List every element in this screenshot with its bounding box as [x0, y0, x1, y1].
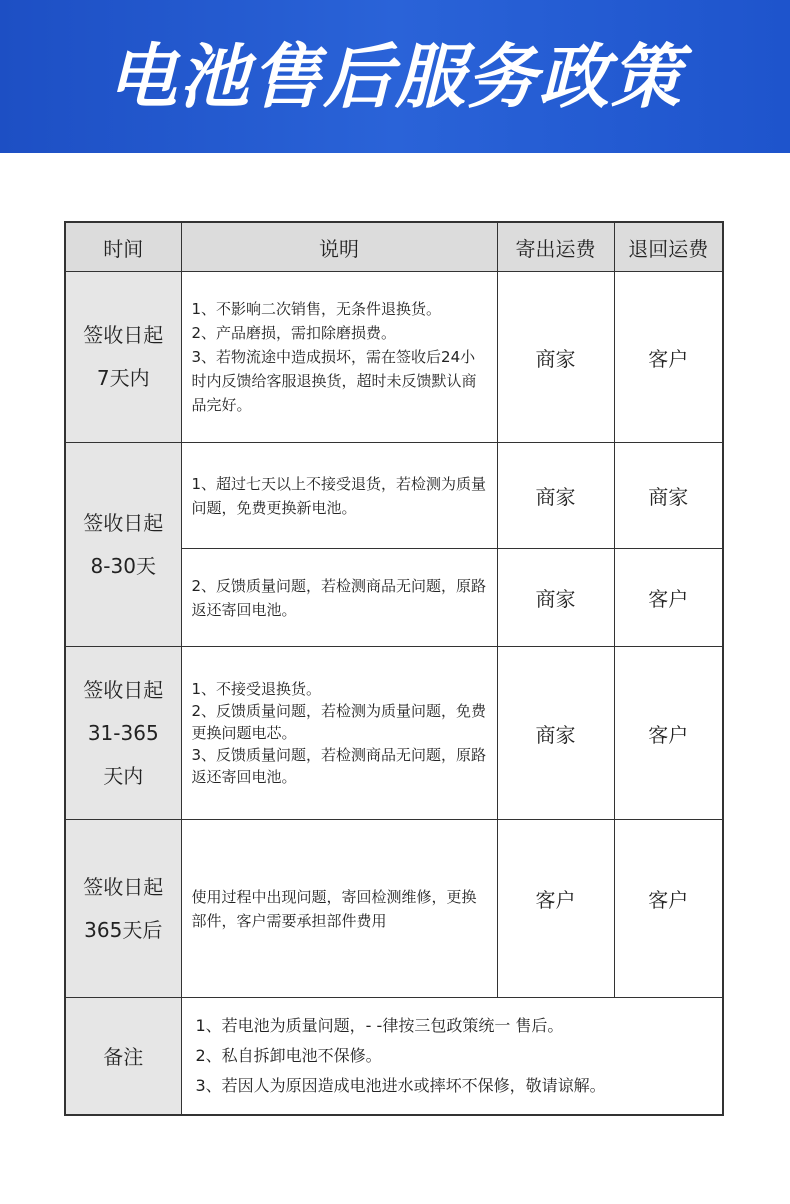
description-item: 使用过程中出现问题，寄回检测维修，更换部件，客户需要承担部件费用 — [191, 887, 477, 930]
description-item: 1、超过七天以上不接受退货，若检测为质量问题，免费更换新电池。 — [191, 474, 487, 517]
description-cell — [181, 549, 497, 647]
time-line: 签收日起 — [83, 677, 164, 702]
table-row — [65, 443, 723, 549]
note-item: 3、若因人为原因造成电池进水或摔坏不保修，敬请谅解。 — [195, 1075, 606, 1095]
time-line: 365天后 — [84, 917, 163, 942]
time-line: 签收日起 — [83, 874, 164, 899]
description-item: 3、若物流途中造成损坏，需在签收后24小时内反馈给客服退换货，超时未反馈默认商品完好。 — [191, 348, 477, 414]
policy-table — [64, 221, 724, 1116]
return-fee-cell: 客户 — [614, 272, 723, 443]
time-line: 天内 — [103, 763, 144, 788]
table-row — [65, 272, 723, 443]
header-description: 说明 — [181, 222, 497, 272]
note-item: 2、私自拆卸电池不保修。 — [195, 1045, 382, 1065]
description-cell — [181, 272, 497, 443]
description-item: 2、产品磨损，需扣除磨损费。 — [191, 324, 397, 342]
notes-list — [181, 998, 723, 1115]
description-cell — [181, 647, 497, 820]
table-row — [65, 647, 723, 820]
page-title: 电池售后服务政策 — [107, 35, 683, 118]
send-fee-cell: 客户 — [497, 820, 614, 998]
description-item: 2、反馈质量问题，若检测为质量问题，免费更换问题电芯。 — [191, 702, 487, 742]
time-cell — [65, 443, 181, 647]
note-item: 1、若电池为质量问题，- -律按三包政策统一 售后。 — [195, 1015, 564, 1035]
header-return-fee: 退回运费 — [614, 222, 723, 272]
send-fee-cell: 商家 — [497, 443, 614, 549]
send-fee-cell: 商家 — [497, 549, 614, 647]
header-send-fee: 寄出运费 — [497, 222, 614, 272]
send-fee-cell: 商家 — [497, 647, 614, 820]
description-item: 1、不影响二次销售，无条件退换货。 — [191, 300, 442, 318]
time-line: 签收日起 — [83, 323, 164, 347]
time-cell — [65, 647, 181, 820]
header-time: 时间 — [65, 222, 181, 272]
description-item: 1、不接受退换货。 — [191, 680, 322, 698]
description-item: 2、反馈质量问题，若检测商品无问题，原路返还寄回电池。 — [191, 576, 487, 619]
time-line: 8-30天 — [90, 553, 156, 578]
notes-label: 备注 — [65, 998, 181, 1115]
time-line: 7天内 — [96, 366, 150, 390]
table-header-row — [65, 222, 723, 272]
time-cell — [65, 272, 181, 443]
description-cell — [181, 820, 497, 998]
title-banner — [0, 0, 790, 153]
return-fee-cell: 客户 — [614, 549, 723, 647]
notes-row — [65, 998, 723, 1115]
time-cell — [65, 820, 181, 998]
description-item: 3、反馈质量问题，若检测商品无问题，原路返还寄回电池。 — [191, 746, 487, 786]
time-line: 31-365 — [87, 720, 159, 745]
return-fee-cell: 客户 — [614, 647, 723, 820]
return-fee-cell: 客户 — [614, 820, 723, 998]
time-line: 签收日起 — [83, 510, 164, 535]
send-fee-cell: 商家 — [497, 272, 614, 443]
description-cell — [181, 443, 497, 549]
table-row — [65, 820, 723, 998]
return-fee-cell: 商家 — [614, 443, 723, 549]
